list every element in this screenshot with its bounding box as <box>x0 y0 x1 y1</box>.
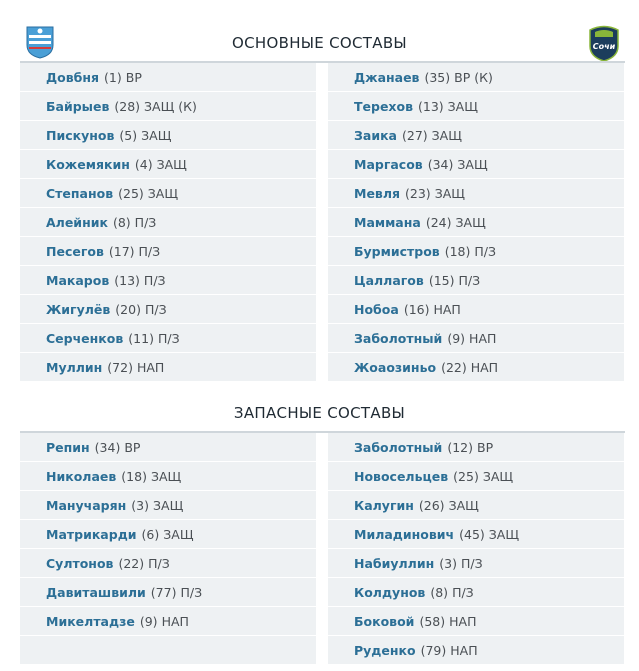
sochi-logo-text: Сочи <box>592 42 616 51</box>
player-number: (25) <box>118 185 144 201</box>
main-lineup-away <box>328 63 624 382</box>
player-position: ЗАЩ <box>488 526 520 542</box>
player-row <box>328 63 624 91</box>
player-name-link[interactable]: Набиуллин <box>354 555 435 571</box>
player-number: (3) <box>131 497 150 513</box>
player-position: П/З <box>143 272 166 288</box>
player-row <box>20 549 316 577</box>
player-name-link[interactable]: Репин <box>46 439 90 455</box>
player-position: ЗАЩ <box>163 526 194 542</box>
player-number: (24) <box>425 214 452 230</box>
player-name-link[interactable]: Боковой <box>354 613 415 629</box>
player-number: (26) <box>418 497 445 513</box>
player-row <box>328 208 624 236</box>
player-row <box>328 324 624 352</box>
player-number: (8) <box>112 214 131 230</box>
player-name-link[interactable]: Серченков <box>46 330 124 346</box>
player-row <box>328 92 624 120</box>
player-name-link[interactable]: Калугин <box>354 497 414 513</box>
player-position: ВР <box>477 439 494 455</box>
player-number: (13) <box>418 98 444 114</box>
player-name-link[interactable]: Маргасов <box>354 156 423 172</box>
player-row <box>328 150 624 178</box>
player-row <box>20 121 316 149</box>
player-row <box>20 237 316 265</box>
player-name-link[interactable]: Руденко <box>354 642 416 658</box>
player-position: НАП <box>161 613 189 629</box>
player-row <box>328 433 624 461</box>
player-number: (18) <box>121 468 147 484</box>
player-name-link[interactable]: Пискунов <box>46 127 115 143</box>
player-name-link[interactable]: Терехов <box>354 98 413 114</box>
player-position: ЗАЩ <box>457 156 488 172</box>
player-row <box>20 353 316 381</box>
player-number: (27) <box>402 127 428 143</box>
player-name-link[interactable]: Миладинович <box>354 526 455 542</box>
player-row <box>20 462 316 490</box>
player-number: (8) <box>430 584 449 600</box>
player-name-link[interactable]: Джанаев <box>354 69 420 85</box>
player-position: ВР <box>125 69 142 85</box>
player-name-link[interactable]: Цаллагов <box>354 272 424 288</box>
player-number: (20) <box>115 301 141 317</box>
player-number: (25) <box>453 468 479 484</box>
player-position: П/З <box>452 584 474 600</box>
player-position: ЗАЩ <box>448 497 479 513</box>
player-position: ЗАЩ <box>147 185 179 201</box>
player-name-link[interactable]: Жоаозиньо <box>354 359 437 375</box>
player-position: ЗАЩ <box>447 98 478 114</box>
player-number: (6) <box>141 526 160 542</box>
player-row <box>328 491 624 519</box>
player-number: (18) <box>444 243 471 259</box>
player-name-link[interactable]: Давиташвили <box>46 584 146 600</box>
player-position: НАП <box>450 642 478 658</box>
player-number: (17) <box>108 243 135 259</box>
player-row <box>328 607 624 635</box>
player-name-link[interactable]: Бурмистров <box>354 243 440 259</box>
player-number: (34) <box>94 439 121 455</box>
player-position: НАП <box>449 613 477 629</box>
player-number: (22) <box>441 359 467 375</box>
player-name-link[interactable]: Колдунов <box>354 584 426 600</box>
player-position: П/З <box>157 330 180 346</box>
player-position: ЗАЩ <box>455 214 486 230</box>
player-position: П/З <box>180 584 203 600</box>
player-number: (15) <box>428 272 455 288</box>
player-number: (16) <box>403 301 430 317</box>
player-number: (9) <box>447 330 466 346</box>
player-number: (77) <box>150 584 177 600</box>
player-row <box>20 520 316 548</box>
player-row <box>328 462 624 490</box>
player-position: П/З <box>458 272 481 288</box>
player-position: НАП <box>433 301 461 317</box>
player-name-link[interactable]: Заболотный <box>354 439 443 455</box>
player-row <box>328 549 624 577</box>
player-number: (72) <box>107 359 133 375</box>
player-name-link[interactable]: Мевля <box>354 185 401 201</box>
player-position: П/З <box>134 214 157 230</box>
player-name-link[interactable]: Султонов <box>46 555 114 571</box>
player-number: (12) <box>447 439 473 455</box>
section-title-subs: ЗАПАСНЫЕ СОСТАВЫ <box>233 404 406 422</box>
player-position: ВР <box>124 439 141 455</box>
player-row <box>328 179 624 207</box>
player-row <box>20 324 316 352</box>
player-number: (5) <box>119 127 138 143</box>
player-row <box>20 607 316 635</box>
player-name-link[interactable]: Нобоа <box>354 301 399 317</box>
player-name-link[interactable]: Муллин <box>46 359 103 375</box>
player-position: ВР (К) <box>454 69 493 85</box>
player-row <box>20 179 316 207</box>
player-row <box>20 295 316 323</box>
player-name-link[interactable]: Песегов <box>46 243 104 259</box>
player-position: НАП <box>136 359 165 375</box>
player-row <box>328 520 624 548</box>
player-row <box>20 92 316 120</box>
player-number: (3) <box>439 555 457 571</box>
player-number: (28) <box>114 98 141 114</box>
player-name-link[interactable]: Матрикарди <box>46 526 137 542</box>
player-row <box>328 295 624 323</box>
player-name-link[interactable]: Николаев <box>46 468 117 484</box>
player-position: ЗАЩ <box>482 468 514 484</box>
player-position: П/З <box>148 555 170 571</box>
player-number: (23) <box>405 185 431 201</box>
player-name-link[interactable]: Макаров <box>46 272 110 288</box>
main-lineup-home <box>20 63 316 382</box>
player-name-link[interactable]: Жигулёв <box>46 301 111 317</box>
player-name-link[interactable]: Степанов <box>46 185 114 201</box>
player-row <box>20 266 316 294</box>
player-number: (13) <box>114 272 140 288</box>
player-row <box>328 578 624 606</box>
player-name-link[interactable]: Алейник <box>46 214 108 230</box>
player-position: ЗАЩ (К) <box>144 98 197 114</box>
player-number: (34) <box>427 156 454 172</box>
player-row <box>328 636 624 664</box>
player-name-link[interactable]: Новосельцев <box>354 468 449 484</box>
player-number: (1) <box>104 69 122 85</box>
player-number: (9) <box>139 613 158 629</box>
player-name-link[interactable]: Кожемякин <box>46 156 130 172</box>
player-position: ЗАЩ <box>434 185 465 201</box>
player-row <box>20 578 316 606</box>
player-row <box>20 150 316 178</box>
player-position: ЗАЩ <box>141 127 172 143</box>
subs-lineup-home <box>20 433 316 665</box>
player-name-link[interactable]: Манучарян <box>46 497 127 513</box>
player-number: (11) <box>128 330 154 346</box>
player-position: П/З <box>144 301 167 317</box>
player-number: (22) <box>118 555 145 571</box>
player-position: ЗАЩ <box>431 127 462 143</box>
player-position: ЗАЩ <box>153 497 184 513</box>
player-name-link[interactable]: Микелтадзе <box>46 613 135 629</box>
player-row <box>328 121 624 149</box>
player-name-link[interactable]: Заика <box>354 127 397 143</box>
player-position: НАП <box>469 330 497 346</box>
player-name-link[interactable]: Маммана <box>354 214 421 230</box>
player-number: (45) <box>459 526 485 542</box>
player-row <box>20 433 316 461</box>
player-row <box>328 237 624 265</box>
player-name-link[interactable]: Заболотный <box>354 330 443 346</box>
player-name-link[interactable]: Довбня <box>46 69 100 85</box>
player-row <box>20 491 316 519</box>
player-number: (79) <box>420 642 447 658</box>
player-row <box>328 353 624 381</box>
player-name-link[interactable]: Байрыев <box>46 98 110 114</box>
player-row <box>20 63 316 91</box>
player-row <box>20 208 316 236</box>
player-position: П/З <box>460 555 483 571</box>
player-position: ЗАЩ <box>156 156 187 172</box>
player-row <box>328 266 624 294</box>
player-number: (35) <box>424 69 451 85</box>
player-number: (4) <box>134 156 153 172</box>
player-position: ЗАЩ <box>150 468 182 484</box>
player-position: НАП <box>470 359 499 375</box>
subs-lineup-away <box>328 433 624 665</box>
section-title-main: ОСНОВНЫЕ СОСТАВЫ <box>232 34 407 52</box>
player-row <box>20 636 316 664</box>
player-position: П/З <box>474 243 496 259</box>
player-number: (58) <box>419 613 446 629</box>
player-position: П/З <box>138 243 161 259</box>
